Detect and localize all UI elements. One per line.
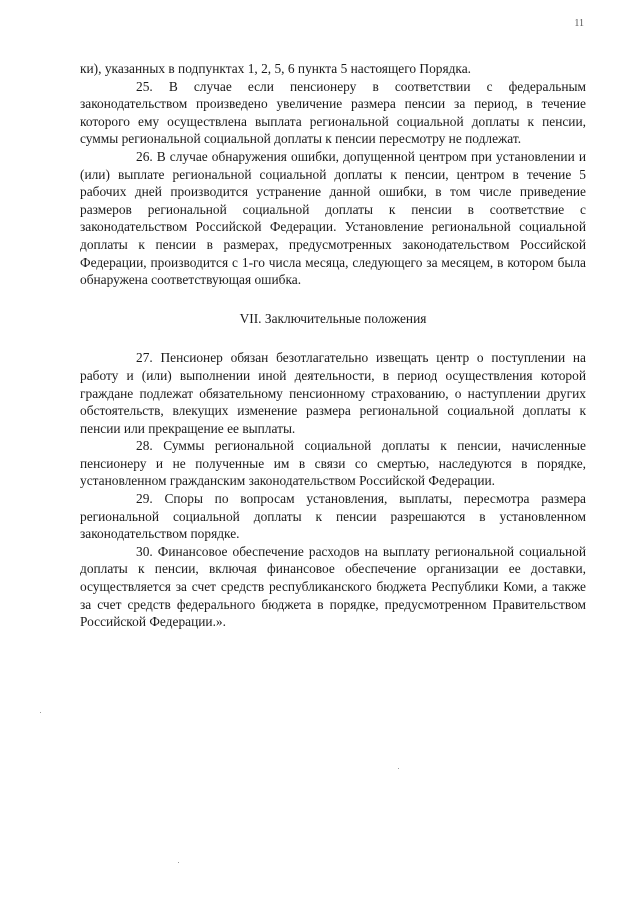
paragraph-26: 26. В случае обнаружения ошибки, допущенной центром при установлении и (или) выплате региональной социальной доплаты к пенсии, центром в течение 5 рабочих дней производится устранение данной ошибки, в том числе приведение размеров региональной социальной доплаты к пенсии в соответствие с законодательством Российской Федерации. Установление региональной социальной доплаты к пенсии в размерах, предусмотренных законодательством Российской Федерации, производится с 1-го числа месяца, следующего за месяцем, в котором была обнаружена соответствующая ошибка. (80, 148, 586, 288)
paragraph-25: 25. В случае если пенсионеру в соответствии с федеральным законодательством произведено увеличение размера пенсии за период, в течение которого ему осуществлена выплата региональной социальной доплаты к пенсии, суммы региональной социальной доплаты к пенсии пересмотру не подлежат. (80, 78, 586, 147)
paragraph-continuation: ки), указанных в подпунктах 1, 2, 5, 6 пункта 5 настоящего Порядка. (80, 61, 472, 76)
paragraph-29: 29. Споры по вопросам установления, выплаты, пересмотра размера региональной социальной доплаты к пенсии разрешаются в установленном законодательством порядке. (80, 491, 586, 542)
scan-speck (398, 768, 399, 769)
scan-speck (40, 712, 41, 713)
page-number: 11 (574, 18, 584, 29)
section-title: VII. Заключительные положения (239, 310, 427, 326)
scan-speck (178, 862, 179, 863)
document-body (80, 60, 586, 631)
paragraph-28: 28. Суммы региональной социальной доплаты к пенсии, начисленные пенсионеру и не полученные им в связи со смертью, наследуются в порядке, установленном гражданским законодательством Российской Федерации. (80, 438, 586, 489)
paragraph-27: 27. Пенсионер обязан безотлагательно извещать центр о поступлении на работу и (или) выполнении иной деятельности, в период осуществления которой граждане подлежат обязательному пенсионному страхованию, о наступлении других обстоятельств, влекущих изменение размера региональной социальной доплаты к пенсии или прекращение ее выплаты. (80, 350, 586, 436)
paragraph-30: 30. Финансовое обеспечение расходов на выплату региональной социальной доплаты к пенсии, включая финансовое обеспечение организации ее доставки, осуществляется за счет средств республиканского бюджета Республики Коми, а также за счет средств федерального бюджета в порядке, предусмотренном Правительством Российской Федерации.». (80, 543, 586, 630)
